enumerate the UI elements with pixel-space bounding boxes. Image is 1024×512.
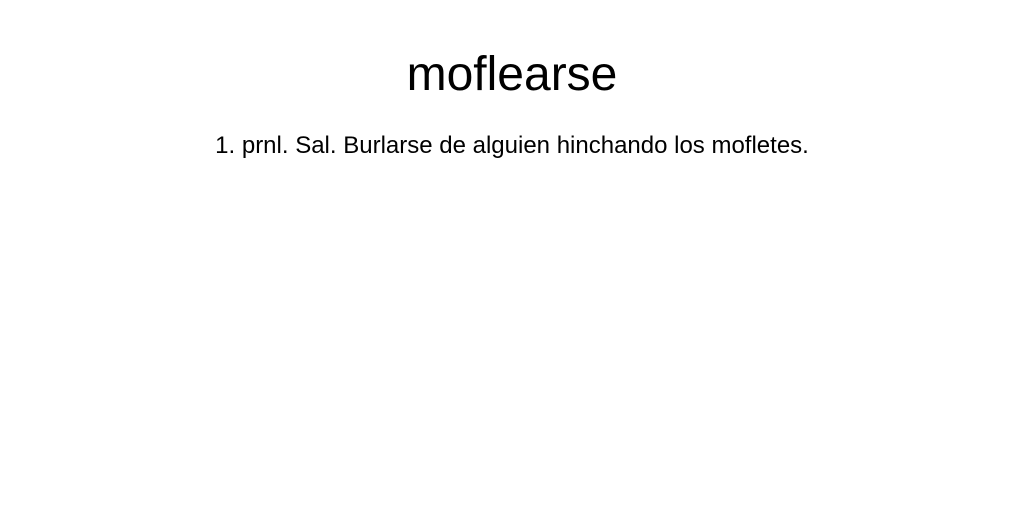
headword: moflearse — [406, 48, 618, 101]
definition-text: 1. prnl. Sal. Burlarse de alguien hinchando los mofletes. — [215, 132, 809, 159]
